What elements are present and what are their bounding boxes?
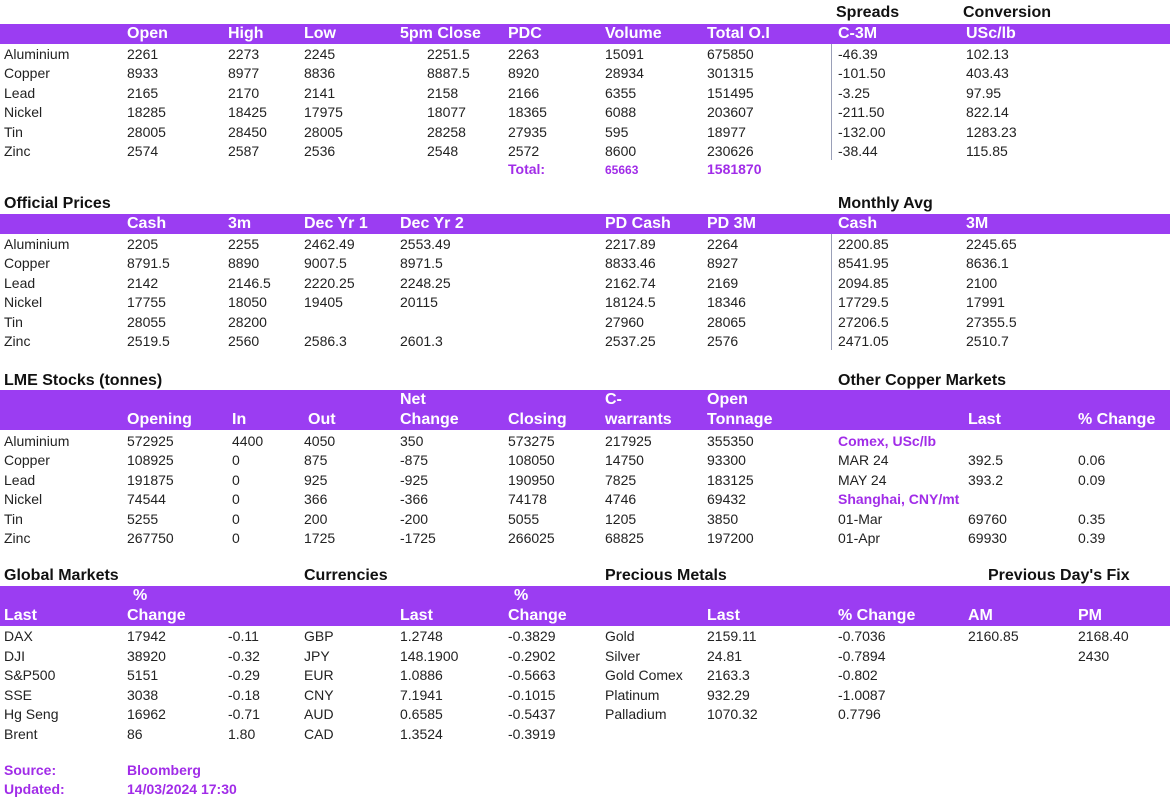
stocks-cell: 69432 (707, 491, 746, 508)
official-cell: 27355.5 (966, 313, 1017, 330)
col-change: Change (400, 411, 459, 428)
global-cell: -0.7894 (838, 647, 886, 664)
stocks-cell: 3850 (707, 510, 739, 527)
col-3m: 3m (228, 215, 252, 232)
source-label: Source: (4, 762, 57, 778)
global-cell: S&P500 (4, 667, 56, 684)
official-cell: 8541.95 (838, 255, 889, 272)
futures-cell: 2572 (508, 143, 540, 159)
official-cell: 18346 (707, 294, 746, 311)
official-cell: 2220.25 (304, 274, 355, 291)
futures-cell: 2141 (304, 84, 336, 101)
col-open: Open (127, 25, 168, 42)
official-divider (831, 234, 832, 350)
col-fx-last: Last (400, 607, 433, 624)
stocks-cell: 4400 (232, 433, 264, 449)
stocks-header-band (0, 390, 1170, 430)
official-cell: 20115 (400, 294, 438, 311)
col-out: Out (308, 411, 336, 428)
precious-metals-title: Precious Metals (605, 567, 727, 584)
global-cell: DJI (4, 647, 25, 664)
official-cell: 28065 (707, 313, 746, 330)
futures-cell: 18285 (127, 104, 166, 121)
official-cell: 2142 (127, 274, 159, 291)
stocks-cell: 217925 (605, 433, 652, 449)
futures-divider (831, 44, 832, 160)
global-cell: SSE (4, 686, 33, 703)
conversion-label: Conversion (963, 4, 1052, 21)
col-cash: Cash (127, 215, 167, 232)
col-dec-yr2: Dec Yr 2 (400, 215, 464, 232)
futures-cell: 822.14 (966, 104, 1009, 121)
official-cell: 28055 (127, 313, 166, 330)
stocks-cell: Lead (4, 471, 36, 488)
global-cell: 1.2748 (400, 628, 443, 644)
global-cell: Brent (4, 726, 38, 742)
global-cell: AUD (304, 706, 334, 723)
official-cell: 2537.25 (605, 333, 656, 349)
futures-cell: 2574 (127, 143, 159, 159)
futures-cell: 151495 (707, 84, 754, 101)
col-tonnage: Tonnage (707, 411, 773, 428)
col-closing: Closing (508, 411, 567, 428)
global-cell: GBP (304, 628, 334, 644)
futures-cell: 18365 (508, 104, 547, 121)
global-cell: -0.5437 (508, 706, 556, 723)
official-cell: 2601.3 (400, 333, 443, 349)
other-copper-cell: 01-Mar (838, 510, 883, 527)
futures-cell: 8600 (605, 143, 637, 159)
global-cell: 17942 (127, 628, 166, 644)
official-cell: 18050 (228, 294, 267, 311)
updated-value: 14/03/2024 17:30 (127, 781, 237, 797)
col-fx-change: Change (508, 607, 567, 624)
stocks-cell: -875 (400, 452, 429, 469)
futures-header-band (0, 24, 1170, 44)
col-global-change: Change (127, 607, 186, 624)
stocks-cell: 0 (232, 491, 240, 508)
global-cell: 1.80 (228, 726, 256, 742)
futures-cell: 6088 (605, 104, 637, 121)
futures-cell: 403.43 (966, 65, 1009, 82)
official-cell: 2248.25 (400, 274, 451, 291)
official-cell: 2553.49 (400, 236, 451, 252)
other-copper-cell: Comex, USc/lb (838, 433, 937, 449)
futures-cell: -46.39 (838, 46, 878, 62)
official-cell: 2100 (966, 274, 998, 291)
global-cell: 2160.85 (968, 628, 1019, 644)
global-cell: 2159.11 (707, 628, 757, 644)
other-copper-cell: 393.2 (968, 471, 1004, 488)
stocks-cell: 350 (400, 433, 424, 449)
stocks-cell: Copper (4, 452, 50, 469)
col-dec-yr1: Dec Yr 1 (304, 215, 368, 232)
global-cell: -0.3919 (508, 726, 556, 742)
stocks-cell: 1725 (304, 530, 336, 546)
stocks-cell: 266025 (508, 530, 555, 546)
global-cell: CNY (304, 686, 334, 703)
futures-cell: -132.00 (838, 123, 886, 140)
official-cell: 2200.85 (838, 236, 889, 252)
col-pm-change: % Change (838, 607, 916, 624)
stocks-cell: 366 (304, 491, 328, 508)
col-net: Net (400, 391, 426, 408)
official-cell: 2462.49 (304, 236, 355, 252)
futures-cell: 8887.5 (427, 65, 470, 82)
other-copper-title: Other Copper Markets (838, 372, 1007, 389)
stocks-cell: Tin (4, 510, 23, 527)
total-volume: 65663 (605, 163, 639, 177)
futures-cell: 28005 (127, 123, 166, 140)
global-cell: 38920 (127, 647, 166, 664)
futures-cell: Copper (4, 65, 50, 82)
col-global-last: Last (4, 607, 37, 624)
stocks-cell: -925 (400, 471, 429, 488)
total-label: Total: (508, 161, 546, 177)
lme-stocks-title: LME Stocks (tonnes) (4, 372, 163, 389)
official-cell: Lead (4, 274, 36, 291)
futures-cell: Lead (4, 84, 36, 101)
col-pm-last: Last (707, 607, 740, 624)
global-cell: 0.7796 (838, 706, 881, 723)
official-cell: 17755 (127, 294, 166, 311)
previous-fix-title: Previous Day's Fix (988, 567, 1130, 584)
futures-cell: 2263 (508, 46, 540, 62)
futures-cell: -211.50 (838, 104, 885, 121)
futures-cell: 2165 (127, 84, 159, 101)
official-cell: 27960 (605, 313, 644, 330)
global-cell: -0.802 (838, 667, 878, 684)
futures-cell: 102.13 (966, 46, 1009, 62)
col-open-top: Open (707, 391, 748, 408)
official-cell: 28200 (228, 313, 267, 330)
official-cell: 2519.5 (127, 333, 170, 349)
col-usclb: USc/lb (966, 25, 1016, 42)
stocks-cell: -200 (400, 510, 429, 527)
global-cell: 932.29 (707, 686, 750, 703)
global-cell: JPY (304, 647, 330, 664)
futures-cell: 8836 (304, 65, 336, 82)
other-copper-cell: 0.35 (1078, 510, 1106, 527)
official-cell: 2217.89 (605, 236, 656, 252)
futures-cell: 2548 (427, 143, 459, 159)
global-cell: -0.18 (228, 686, 260, 703)
official-header-band (0, 214, 1170, 234)
col-avg-3m: 3M (966, 215, 989, 232)
col-opening: Opening (127, 411, 192, 428)
stocks-cell: 93300 (707, 452, 746, 469)
stocks-cell: 191875 (127, 471, 174, 488)
other-copper-cell: 392.5 (968, 452, 1004, 469)
official-cell: 17991 (966, 294, 1005, 311)
official-cell: 2560 (228, 333, 260, 349)
official-cell: Nickel (4, 294, 43, 311)
stocks-cell: 200 (304, 510, 328, 527)
other-copper-cell: 69760 (968, 510, 1007, 527)
spreads-label: Spreads (836, 4, 900, 21)
futures-cell: 28934 (605, 65, 644, 82)
official-cell: 2162.74 (605, 274, 656, 291)
futures-cell: 28258 (427, 123, 466, 140)
official-cell: 9007.5 (304, 255, 347, 272)
stocks-cell: 108050 (508, 452, 555, 469)
global-cell: 1.0886 (400, 667, 443, 684)
futures-cell: 15091 (605, 46, 644, 62)
stocks-cell: 183125 (707, 471, 754, 488)
other-copper-cell: 0.39 (1078, 530, 1106, 546)
source-value: Bloomberg (127, 762, 201, 778)
other-copper-cell: 01-Apr (838, 530, 881, 546)
stocks-cell: 1205 (605, 510, 637, 527)
stocks-cell: 573275 (508, 433, 555, 449)
col-pd-3m: PD 3M (707, 215, 756, 232)
global-cell: -0.3829 (508, 628, 556, 644)
futures-cell: 8977 (228, 65, 260, 82)
futures-cell: Zinc (4, 143, 31, 159)
official-cell: 2264 (707, 236, 739, 252)
futures-cell: 28450 (228, 123, 267, 140)
futures-cell: 18425 (228, 104, 267, 121)
global-cell: -0.2902 (508, 647, 556, 664)
stocks-cell: Aluminium (4, 433, 70, 449)
global-cell: Gold Comex (605, 667, 683, 684)
official-prices-title: Official Prices (4, 195, 111, 212)
official-cell: Tin (4, 313, 23, 330)
official-cell: 2576 (707, 333, 739, 349)
global-cell: Silver (605, 647, 641, 664)
futures-cell: Tin (4, 123, 23, 140)
stocks-cell: -1725 (400, 530, 436, 546)
official-cell: Aluminium (4, 236, 70, 252)
stocks-cell: 572925 (127, 433, 174, 449)
col-low: Low (304, 25, 336, 42)
stocks-cell: 5255 (127, 510, 159, 527)
stocks-cell: -366 (400, 491, 429, 508)
futures-cell: 1283.23 (966, 123, 1017, 140)
global-cell: DAX (4, 628, 33, 644)
futures-cell: Nickel (4, 104, 43, 121)
global-cell: -0.11 (228, 628, 259, 644)
global-cell: -0.5663 (508, 667, 556, 684)
stocks-cell: 190950 (508, 471, 555, 488)
official-cell: 2245.65 (966, 236, 1017, 252)
other-copper-cell: 69930 (968, 530, 1007, 546)
official-cell: 2586.3 (304, 333, 347, 349)
global-cell: CAD (304, 726, 334, 742)
futures-cell: 17975 (304, 104, 343, 121)
other-copper-cell: MAR 24 (838, 452, 889, 469)
futures-cell: 2536 (304, 143, 336, 159)
stocks-cell: 0 (232, 510, 240, 527)
stocks-cell: 14750 (605, 452, 644, 469)
global-cell: -1.0087 (838, 686, 886, 703)
official-cell: 17729.5 (838, 294, 889, 311)
futures-cell: 115.85 (966, 143, 1008, 159)
official-cell: 2471.05 (838, 333, 889, 349)
col-volume: Volume (605, 25, 662, 42)
updated-label: Updated: (4, 781, 65, 797)
official-cell: 2169 (707, 274, 739, 291)
total-oi: 1581870 (707, 161, 762, 177)
futures-cell: -38.44 (838, 143, 878, 159)
official-cell: 27206.5 (838, 313, 889, 330)
futures-cell: 6355 (605, 84, 637, 101)
stocks-cell: Nickel (4, 491, 43, 508)
global-cell: 1.3524 (400, 726, 443, 742)
col-in: In (232, 411, 247, 428)
futures-cell: 2261 (127, 46, 159, 62)
col-5pm-close: 5pm Close (400, 25, 481, 42)
official-cell: 19405 (304, 294, 343, 311)
official-cell: 8636.1 (966, 255, 1009, 272)
currencies-title: Currencies (304, 567, 388, 584)
global-cell: 2168.40 (1078, 628, 1129, 644)
official-cell: 2205 (127, 236, 159, 252)
global-cell: 2430 (1078, 647, 1110, 664)
col-avg-cash: Cash (838, 215, 878, 232)
futures-cell: 2170 (228, 84, 260, 101)
futures-cell: 2587 (228, 143, 260, 159)
stocks-cell: 74178 (508, 491, 547, 508)
global-cell: 3038 (127, 686, 159, 703)
futures-cell: 27935 (508, 123, 547, 140)
col-c3m: C-3M (838, 25, 878, 42)
stocks-cell: 0 (232, 452, 240, 469)
futures-cell: 2158 (427, 84, 459, 101)
col-pd-cash: PD Cash (605, 215, 671, 232)
global-markets-title: Global Markets (4, 567, 119, 584)
other-copper-cell: 0.06 (1078, 452, 1106, 469)
official-cell: 8890 (228, 255, 260, 272)
other-copper-cell: MAY 24 (838, 471, 887, 488)
col-pct-top-2: % (514, 587, 529, 604)
futures-cell: Aluminium (4, 46, 70, 62)
global-cell: Hg Seng (4, 706, 59, 723)
global-cell: 2163.3 (707, 667, 750, 684)
official-cell: 2146.5 (228, 274, 271, 291)
futures-cell: 675850 (707, 46, 754, 62)
futures-cell: 8920 (508, 65, 540, 82)
futures-cell: 2166 (508, 84, 540, 101)
stocks-cell: 0 (232, 530, 240, 546)
other-copper-cell: Shanghai, CNY/mt (838, 491, 960, 508)
stocks-cell: 7825 (605, 471, 637, 488)
official-cell: 2255 (228, 236, 260, 252)
official-cell: 8927 (707, 255, 739, 272)
global-cell: 148.1900 (400, 647, 459, 664)
futures-cell: 97.95 (966, 84, 1002, 101)
futures-cell: 203607 (707, 104, 754, 121)
col-pct-top-1: % (133, 587, 148, 604)
global-cell: Palladium (605, 706, 667, 723)
stocks-cell: 0 (232, 471, 240, 488)
futures-cell: -3.25 (838, 84, 870, 101)
official-cell: 18124.5 (605, 294, 656, 311)
global-cell: 24.81 (707, 647, 743, 664)
col-c: C- (605, 391, 622, 408)
global-cell: 86 (127, 726, 143, 742)
stocks-cell: 925 (304, 471, 328, 488)
futures-cell: 8933 (127, 65, 159, 82)
col-pdc: PDC (508, 25, 542, 42)
futures-cell: 230626 (707, 143, 754, 159)
futures-cell: 28005 (304, 123, 343, 140)
global-cell: -0.1015 (508, 686, 556, 703)
global-cell: -0.32 (228, 647, 260, 664)
stocks-cell: 875 (304, 452, 328, 469)
col-last: Last (968, 411, 1001, 428)
official-cell: Copper (4, 255, 50, 272)
global-cell: -0.7036 (838, 628, 886, 644)
global-cell: 0.6585 (400, 706, 443, 723)
col-warrants: warrants (605, 411, 672, 428)
col-fix-am: AM (968, 607, 993, 624)
global-cell: Platinum (605, 686, 660, 703)
global-cell: 16962 (127, 706, 166, 723)
futures-cell: 595 (605, 123, 629, 140)
col-total-oi: Total O.I (707, 25, 770, 42)
futures-cell: 301315 (707, 65, 754, 82)
global-cell: -0.29 (228, 667, 260, 684)
col-fix-pm: PM (1078, 607, 1102, 624)
global-cell: 1070.32 (707, 706, 758, 723)
col-pct-change: % Change (1078, 411, 1156, 428)
stocks-cell: 4050 (304, 433, 336, 449)
official-cell: 8971.5 (400, 255, 443, 272)
monthly-avg-title: Monthly Avg (838, 195, 933, 212)
col-high: High (228, 25, 264, 42)
official-cell: 8791.5 (127, 255, 170, 272)
stocks-cell: 5055 (508, 510, 540, 527)
futures-cell: -101.50 (838, 65, 886, 82)
stocks-cell: 108925 (127, 452, 174, 469)
stocks-cell: 355350 (707, 433, 754, 449)
global-cell: 5151 (127, 667, 159, 684)
stocks-cell: 68825 (605, 530, 644, 546)
stocks-cell: 4746 (605, 491, 637, 508)
official-cell: 2510.7 (966, 333, 1009, 349)
futures-cell: 2251.5 (427, 46, 470, 62)
official-cell: 8833.46 (605, 255, 656, 272)
global-header-band (0, 586, 1170, 626)
futures-cell: 2273 (228, 46, 260, 62)
stocks-cell: 74544 (127, 491, 166, 508)
global-cell: -0.71 (228, 706, 260, 723)
futures-cell: 18077 (427, 104, 466, 121)
official-cell: 2094.85 (838, 274, 889, 291)
stocks-cell: 267750 (127, 530, 174, 546)
global-cell: 7.1941 (400, 686, 443, 703)
futures-cell: 18977 (707, 123, 746, 140)
global-cell: EUR (304, 667, 334, 684)
official-cell: Zinc (4, 333, 31, 349)
futures-cell: 2245 (304, 46, 336, 62)
stocks-cell: 197200 (707, 530, 754, 546)
global-cell: Gold (605, 628, 635, 644)
other-copper-cell: 0.09 (1078, 471, 1106, 488)
stocks-cell: Zinc (4, 530, 31, 546)
